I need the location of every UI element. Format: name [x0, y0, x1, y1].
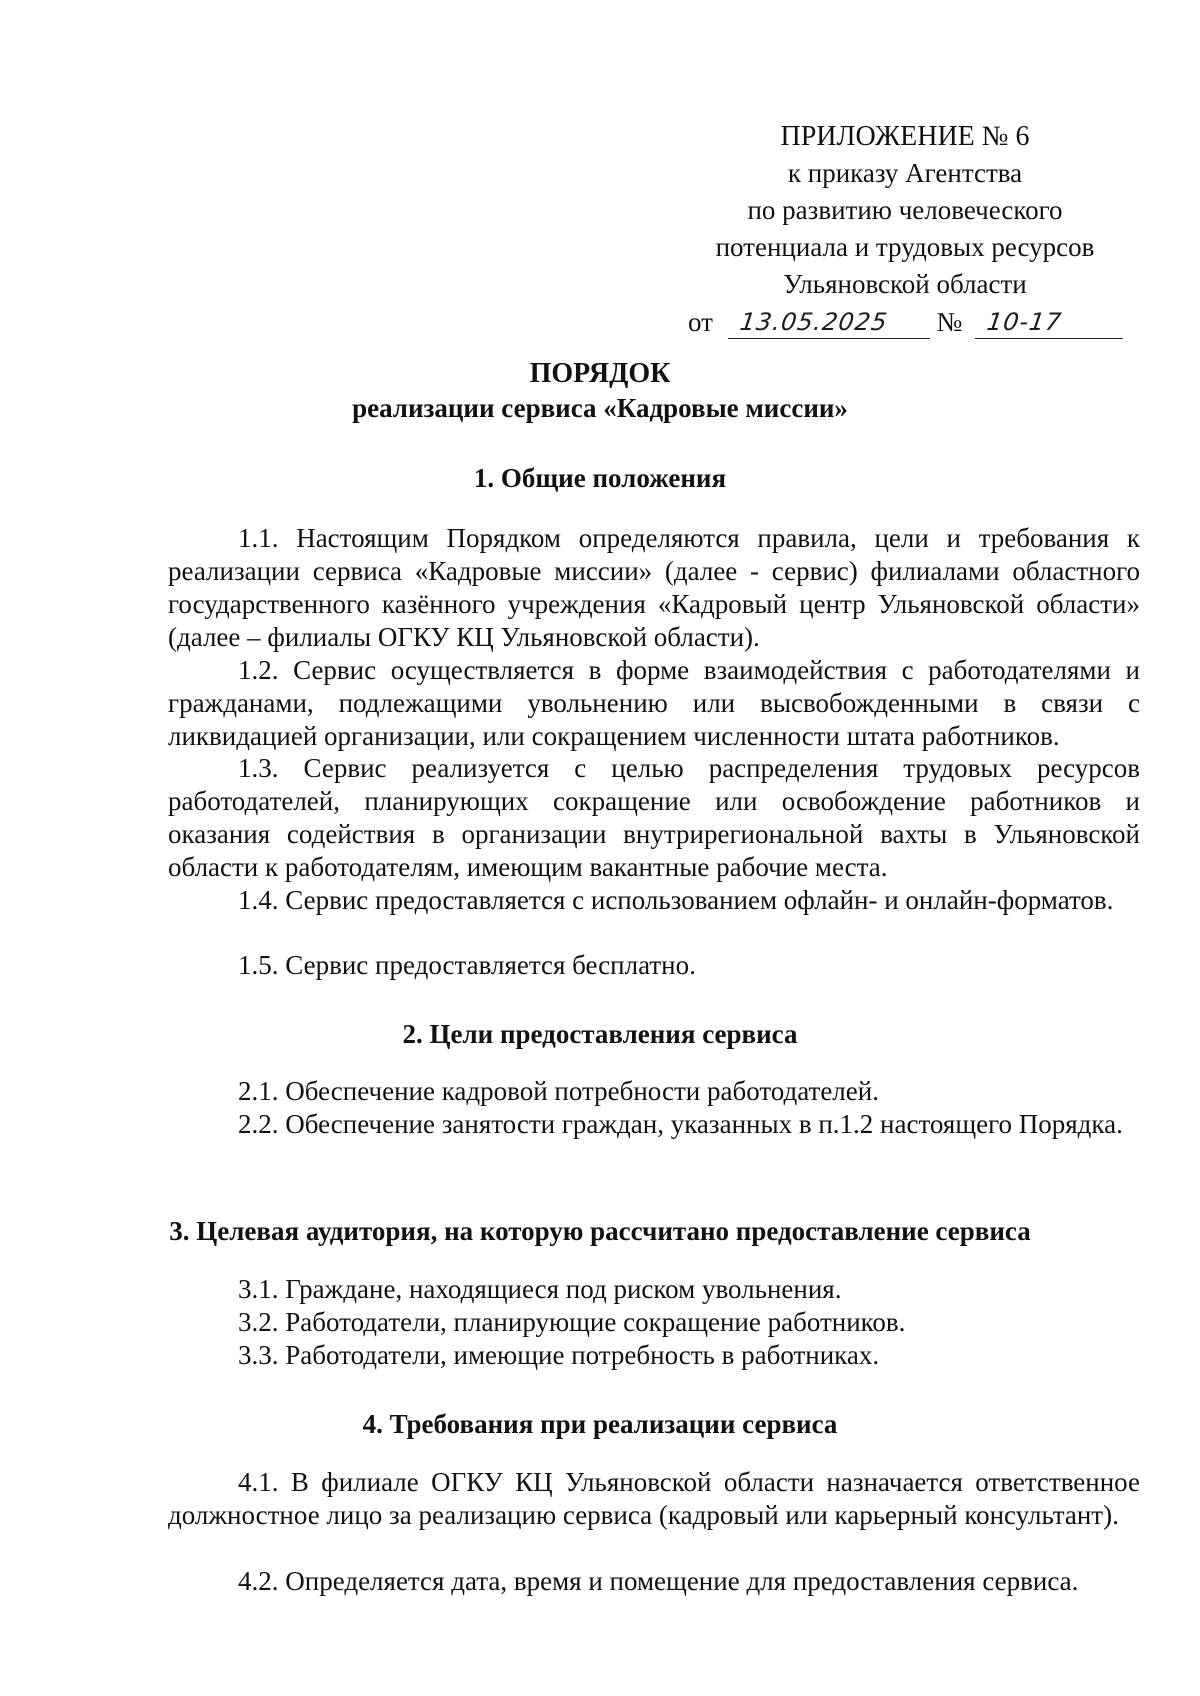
date-prefix: от	[688, 307, 713, 337]
document-subtitle: реализации сервиса «Кадровые миссии»	[352, 393, 848, 423]
appendix-line-resources: потенциала и трудовых ресурсов	[715, 232, 1095, 262]
paragraph-4-2: 4.2. Определяется дата, время и помещение для предоставления сервиса.	[238, 1566, 1079, 1596]
paragraph-3-3: 3.3. Работодатели, имеющие потребность в работниках.	[238, 1340, 880, 1370]
paragraph-1-4: 1.4. Сервис предоставляется с использованием офлайн- и онлайн-форматов.	[238, 885, 1114, 915]
paragraph-1-5: 1.5. Сервис предоставляется бесплатно.	[238, 950, 696, 980]
paragraph-3-1: 3.1. Граждане, находящиеся под риском увольнения.	[238, 1274, 842, 1304]
paragraph-2-2: 2.2. Обеспечение занятости граждан, указанных в п.1.2 настоящего Порядка.	[238, 1109, 1123, 1139]
appendix-line-agency: по развитию человеческого	[747, 195, 1063, 225]
paragraph-1-2: 1.2. Сервис осуществляется в форме взаимодействия с работодателями и гражданами, подлежащими увольнению или высвобожденными в связи с ликвидацией организации, или сокращением численности штата работников.	[168, 655, 1140, 751]
paragraph-1-1: 1.1. Настоящим Порядком определяются правила, цели и требования к реализации сервиса «Кадровые миссии» (далее - сервис) филиалами областного государственного казённого учреждения «Кадровый центр Ульяновской области» (далее – филиалы ОГКУ КЦ Ульяновской области).	[168, 523, 1140, 652]
appendix-line-order: к приказу Агентства	[787, 158, 1023, 188]
appendix-line-region: Ульяновской области	[783, 269, 1027, 299]
section-4-heading: 4. Требования при реализации сервиса	[362, 1409, 838, 1439]
paragraph-4-1: 4.1. В филиале ОГКУ КЦ Ульяновской области назначается ответственное должностное лицо за реализацию сервиса (кадровый или карьерный консультант).	[168, 1467, 1140, 1530]
handwritten-number: 10-17	[975, 304, 1123, 339]
section-2-heading: 2. Цели предоставления сервиса	[402, 1019, 798, 1049]
order-date-line	[688, 304, 1120, 341]
appendix-title: ПРИЛОЖЕНИЕ № 6	[780, 121, 1030, 152]
section-1-heading: 1. Общие положения	[473, 463, 727, 493]
number-prefix: №	[936, 307, 963, 337]
section-3-heading: 3. Целевая аудитория, на которую рассчитано предоставление сервиса	[169, 1216, 1031, 1246]
paragraph-2-1: 2.1. Обеспечение кадровой потребности работодателей.	[238, 1076, 879, 1106]
appendix-block	[690, 118, 1120, 341]
paragraph-1-3: 1.3. Сервис реализуется с целью распределения трудовых ресурсов работодателей, планирующих сокращение или освобождение работников и оказания содействия в организации внутрирегиональной вахты в Ульяновской области к работодателям, имеющим вакантные рабочие места.	[168, 753, 1140, 882]
handwritten-date: 13.05.2025	[728, 304, 930, 339]
document-title: ПОРЯДОК	[529, 358, 671, 389]
paragraph-3-2: 3.2. Работодатели, планирующие сокращение работников.	[238, 1307, 906, 1337]
